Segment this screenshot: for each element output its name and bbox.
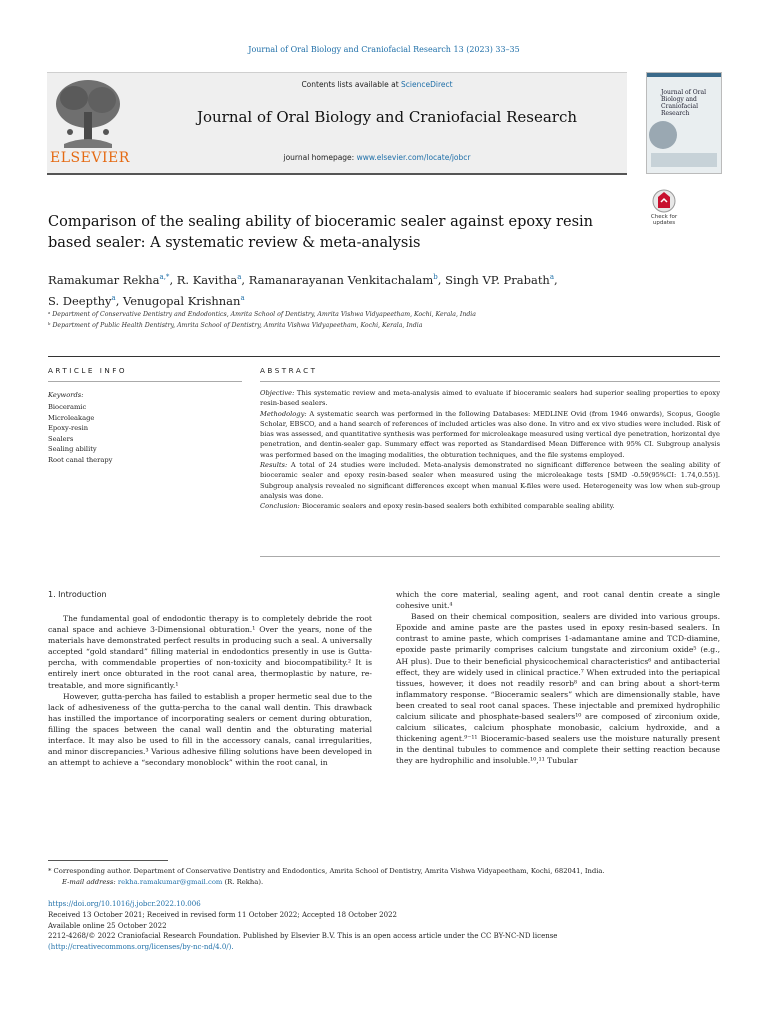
license-text: 2212-4268/© 2022 Craniofacial Research Foundation. Published by Elsevier B.V. This is an open access article under the CC BY-NC-ND license [48, 932, 558, 941]
author-affiliation-mark[interactable]: a [111, 293, 116, 302]
author-affiliation-mark[interactable]: b [433, 273, 438, 281]
author-separator: , [169, 272, 177, 287]
intro-right-column [396, 589, 720, 767]
intro-left-column [48, 613, 372, 768]
keyword[interactable]: Root canal therapy [48, 455, 113, 464]
publication-info [48, 899, 720, 953]
abstract-body [260, 388, 720, 512]
article-title-line-2: based sealer: A systematic review & meta-analysis [48, 235, 421, 251]
abstract-results-text: A total of 24 studies were included. Meta-analysis demonstrated no significant difference between the sealing ability of bioceramic sealer and epoxy resin-based sealer when measured using the microleakage tests [SMD -0.59(95%CI: 1.74,0.55)]. Subgroup analysis revealed no significant differences except when manual K-files were used. Heterogeneity was low when sub-group analysis was done. [260, 461, 720, 500]
homepage-line [127, 153, 627, 162]
author-name[interactable]: S. Deepthy [48, 293, 112, 308]
intro-paragraph: which the core material, sealing agent, and root canal dentin create a single cohesive unit.⁴ [396, 590, 720, 611]
homepage-link[interactable]: www.elsevier.com/locate/jobcr [356, 153, 471, 162]
author-affiliation-mark[interactable]: a [240, 293, 245, 302]
abstract-methodology-text: A systematic search was performed in the following Databases: MEDLINE Ovid (from 1946 onwards), Scopus, Google Scholar, EBSCO, and a hand search of references of included articles was also done. In vitro and ex vivo studies were included. Risk of bias was assessed, and quantitative synthesis was performed for microleakage measured using vertical dye penetration, horizontal dye penetration, and dentin-sealer gap. Summary effect was reported as Standardised Mean Difference with 95% CI. Subgroup analysis was performed based on the imaging modalities, the obturation techniques, and the file systems employed. [260, 409, 720, 459]
cover-art-icon [647, 73, 721, 173]
article-info-heading: ARTICLE INFO [48, 366, 128, 375]
divider [260, 556, 720, 557]
check-for-updates-label[interactable]: Check for updates [650, 214, 678, 226]
elsevier-wordmark: ELSEVIER [50, 150, 130, 166]
author-separator: , [437, 272, 446, 287]
author-name[interactable]: Ramanarayanan Venkitachalam [248, 272, 434, 287]
cover-title: Journal of Oral Biology and Craniofacial Research [661, 89, 707, 117]
check-for-updates-icon[interactable] [645, 188, 683, 234]
intro-paragraph: The fundamental goal of endodontic therapy is to completely debride the root canal space and achieve 3-Dimensional obturation.¹ Over the years, none of the materials have demonstrated perfect results in producing such a seal. A universally accepted “gold standard” filling material in endodontics presently in use is Gutta-percha, with commendable properties of non-toxicity and biocompatibility.² It is entirely inert once obturated in the root canal area, thermoplastic by nature, re-treatable, and more significantly.¹ [48, 614, 372, 690]
email-suffix: (R. Rekha). [222, 878, 264, 886]
author-name[interactable]: Venugopal Krishnan [123, 293, 241, 308]
author-name[interactable]: Singh VP. Prabath [445, 272, 550, 287]
abstract-conclusion-label: Conclusion: [260, 502, 300, 511]
author-separator: , [554, 272, 558, 287]
abstract-heading: ABSTRACT [260, 366, 318, 375]
sciencedirect-link[interactable]: ScienceDirect [401, 80, 453, 89]
author-affiliation-mark[interactable]: a,* [159, 273, 170, 281]
keywords-list [48, 402, 112, 465]
abstract-conclusion [260, 501, 720, 511]
abstract-conclusion-text: Bioceramic sealers and epoxy resin-based sealers both exhibited comparable sealing ability. [299, 502, 615, 511]
journal-cover-thumbnail[interactable] [646, 72, 722, 174]
journal-citation-link[interactable]: Journal of Oral Biology and Craniofacial Research 13 (2023) 33–35 [248, 45, 520, 54]
footnote-divider [48, 860, 168, 861]
abstract-methodology-label: Methodology: [260, 409, 307, 418]
received-dates: Received 13 October 2021; Received in revised form 11 October 2022; Accepted 18 October 2022 [48, 910, 397, 919]
abstract-results-label: Results: [260, 461, 288, 470]
corresponding-author-text: * Corresponding author. Department of Conservative Dentistry and Endodontics, Amrita School of Dentistry, Amrita Vishwa Vidyapeetham, Kochi, 682041, India. [48, 867, 605, 875]
license-link[interactable]: (http://creativecommons.org/licenses/by-nc-nd/4.0/). [48, 943, 234, 952]
author-separator: , [115, 293, 123, 308]
email-label: E-mail address: [62, 878, 118, 886]
corresponding-author-footnote [48, 866, 720, 888]
abstract-objective [260, 388, 720, 409]
keyword[interactable]: Microleakage [48, 413, 95, 422]
affiliation-a: ᵃ Department of Conservative Dentistry and Endodontics, Amrita School of Dentistry, Amrita Vishwa Vidyapeetham, Kochi, Kerala, India [48, 311, 476, 318]
intro-paragraph: Based on their chemical composition, sealers are divided into various groups. Epoxide and amine paste are the pastes used in epoxy resin-based sealers. In contrast to amine paste, which comprises 1-adamantane amine and TCD-diamine, epoxide paste primarily comprises calcium tungstate and zirconium oxide⁵ (e.g., AH plus). Due to their beneficial physicochemical characteristics⁶ and antibacterial effect, they are widely used in clinical practice.⁷ When extruded into the periapical tissues, however, it does not readily resorb⁸ and can bring about a short-term inflammatory response. “Bioceramic sealers” which are dimensionally stable, have been created to seal root canal spaces. These injectable and premixed hydrophilic calcium silicate and phosphate-based sealers¹⁰ are composed of zirconium oxide, calcium silicates, calcium phosphate monobasic, calcium hydroxide, and a thickening agent.⁹⁻¹¹ Bioceramic-based sealers use the moisture naturally present in the dentinal tubules to commence and complete their setting reaction because they are hydrophilic and insoluble.¹⁰,¹¹ Tubular [396, 612, 720, 766]
author-name[interactable]: Ramakumar Rekha [48, 272, 160, 287]
author-affiliation-mark[interactable]: a [237, 273, 242, 281]
intro-paragraph: However, gutta-percha has failed to establish a proper hermetic seal due to the lack of adhesiveness of the gutta-percha to the canal wall dentin. This drawback has instilled the importance of incorporating sealers or cement during obturation, filling the spaces between the canal wall dentin and the obturating material interface. It may also be used to fill in the accessory canals, canal irregularities, and minor discrepancies.³ Various adhesive filling solutions have been developed in an attempt to achieve a “secondary monoblock” within the root canal, in [48, 691, 372, 768]
keywords-label: Keywords: [48, 391, 84, 399]
section-heading-introduction: 1. Introduction [48, 590, 107, 599]
affiliation-b: ᵇ Department of Public Health Dentistry, Amrita School of Dentistry, Amrita Vishwa Vidyapeetham, Kochi, Kerala, India [48, 322, 423, 329]
keyword[interactable]: Epoxy-resin [48, 424, 89, 432]
doi-link[interactable]: https://doi.org/10.1016/j.jobcr.2022.10.006 [48, 900, 201, 908]
abstract-results [260, 460, 720, 501]
abstract-methodology [260, 409, 720, 460]
author-separator: , [241, 272, 249, 287]
divider [48, 381, 242, 382]
article-title [48, 212, 628, 254]
keyword[interactable]: Sealing ability [48, 445, 97, 453]
keyword[interactable]: Sealers [48, 434, 74, 443]
contents-prefix: Contents lists available at [301, 80, 402, 89]
author-name[interactable]: R. Kavitha [176, 272, 238, 287]
available-online: Available online 25 October 2022 [48, 921, 167, 930]
divider [260, 381, 720, 382]
homepage-prefix: journal homepage: [283, 153, 357, 162]
author-list [48, 268, 648, 310]
journal-title: Journal of Oral Biology and Craniofacial Research [196, 108, 578, 126]
email-link[interactable]: rekha.ramakumar@gmail.com [117, 878, 223, 886]
abstract-objective-label: Objective: [260, 389, 295, 397]
article-title-line-1: Comparison of the sealing ability of bioceramic sealer against epoxy resin [48, 214, 593, 230]
abstract-objective-text: This systematic review and meta-analysis aimed to evaluate if bioceramic sealers had superior sealing properties to epoxy resin-based sealers. [260, 389, 720, 408]
divider [48, 356, 720, 357]
author-affiliation-mark[interactable]: a [549, 273, 555, 281]
keyword[interactable]: Bioceramic [48, 403, 87, 411]
email-line [48, 877, 720, 888]
contents-line [127, 80, 627, 89]
